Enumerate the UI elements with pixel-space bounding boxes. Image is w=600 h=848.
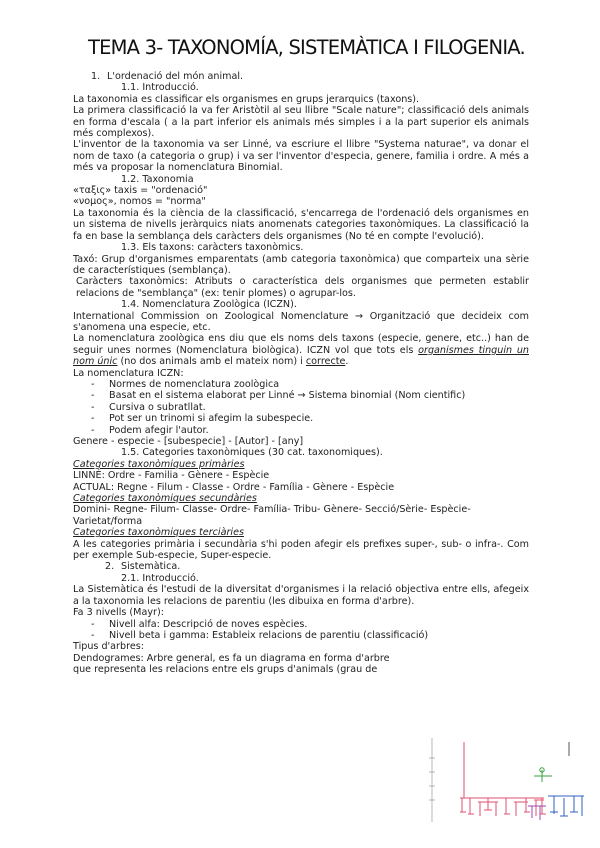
list-item: - Nivell beta i gamma: Estableix relacions de parentiu (classificació) — [73, 630, 529, 641]
page-title: TEMA 3- TAXONOMÍA, SISTEMÀTICA I FILOGENIA. — [88, 36, 525, 59]
paragraph-taxonomy-definition: La taxonomia es classificar els organismes en grups jerarquics (taxons). — [73, 93, 420, 105]
paragraph-aristotle: La primera classificació la va fer Aristòtil al seu llibre "Scale nature"; classificació dels animals en forma d'escala ( a la part inferior els animals més simples i a la part superior els animals més complexos). — [73, 105, 529, 140]
subsection-2-1-heading: 2.1. Introducció. — [121, 572, 199, 584]
subsection-1-5-heading: 1.5. Categories taxonòmiques (30 cat. taxonomiques). — [121, 447, 383, 459]
list-item: - Basat en el sistema elaborat per Linné → Sistema binomial (Nom cientific) — [73, 390, 529, 401]
dendrogram-red-clade — [460, 742, 546, 816]
arrow-icon: → — [355, 310, 364, 322]
emphasis-unique-name: organismes tinguin un nom únic — [73, 344, 529, 368]
secondary-categories-heading: Categories taxonòmiques secundàries — [73, 493, 257, 505]
dendrogram-green-clade — [534, 768, 552, 782]
subsection-1-3-heading: 1.3. Els taxons: caràcters taxonòmics. — [121, 242, 304, 254]
dendrogram-image — [424, 736, 594, 826]
paragraph-taxonomic-characters: Caràcters taxonòmics: Atributs o característica dels organismes que permeten establir relacions de "semblança" (ex: tenir plomes) o agrupar-los. — [76, 276, 529, 299]
paragraph-taxon: Taxó: Grup d'organismes emparentats (amb categoria taxonòmica) que comparteix una sèrie de característiques (semblança). — [73, 253, 529, 276]
etymology-nomos: «νομος», nomos = "norma" — [73, 196, 206, 208]
paragraph-zoological-nomenclature: La nomenclatura zoològica ens diu que els noms dels taxons (especie, genere, etc..) han de seguir unes normes (Nomenclatura biològica). ICZN vol que tots els organismes tinguin un nom únic (no dos animals amb el mateix nom) i correcte. — [73, 333, 529, 368]
primary-categories-actual: ACTUAL: Regne - Filum - Classe - Ordre - Família - Gènere - Espècie — [73, 481, 395, 493]
subsection-1-1-heading: 1.1. Introducció. — [121, 82, 199, 94]
paragraph-tree-types: Tipus d'arbres: — [73, 641, 144, 653]
emphasis-correct: correcte — [305, 356, 346, 368]
document-body — [73, 71, 529, 676]
list-item: - Pot ser un trinomi si afegim la subespecie. — [73, 413, 529, 424]
tertiary-categories-text: A les categories primària i secundària s'hi poden afegir els prefixes super-, sub- o infra-. Com per exemple Sub-especie, Super-especie. — [73, 538, 529, 562]
dendrogram-blue-clade — [548, 796, 584, 816]
dendrogram-purple-clade — [528, 806, 546, 820]
paragraph-linne: L'inventor de la taxonomia va ser Linné, va escriure el llibre "Systema naturae", va donar el nom de taxo (a categoria o grup) i va ser l'inventor d'especia, genere, familia i ordre. A més a més va proposar la nomenclatura Binomial. — [73, 139, 529, 174]
list-item: - Normes de nomenclatura zoològica — [73, 379, 529, 390]
subsection-1-2-heading: 1.2. Taxonomia — [121, 173, 194, 185]
paragraph-iczn: International Commission on Zoological Nomenclature → Organització que decideix com s'anomena una especie, etc. — [73, 310, 529, 333]
paragraph-taxonomy-science: La taxonomia és la ciència de la classificació, s'encarrega de l'ordenació dels organismes en un sistema de nivells jeràrquics niats anomenats categories taxonòmiques. La classificació la fa en base la semblança dels caràcters dels organismes (No té en compte l'evolució). — [73, 207, 529, 242]
etymology-taxis: «ταξις» taxis = "ordenació" — [73, 185, 208, 197]
primary-categories-heading: Categories taxonòmiques primàries — [73, 458, 245, 470]
section-1-heading: 1. L'ordenació del món animal. — [91, 71, 244, 82]
paragraph-iczn-list-intro: La nomenclatura ICZN: — [73, 367, 184, 379]
primary-categories-linne: LINNÉ: Ordre - Familia - Gènere - Espècie — [73, 470, 270, 482]
list-item: - Cursiva o subratllat. — [73, 402, 529, 413]
paragraph-systematics: La Sistemàtica és l'estudi de la diversitat d'organismes i la relació objectiva entre ells, afegeix a la taxonomia les relacions de parentiu (les dibuixa en forma d'arbre). — [73, 584, 529, 607]
paragraph-dendrograms-line1: Dendogrames: Arbre general, es fa un diagrama en forma d'arbre — [73, 652, 390, 664]
dendrogram-axis — [429, 738, 435, 822]
tertiary-categories-heading: Categories taxonòmiques terciàries — [73, 527, 244, 539]
nomenclature-formula: Genere - especie - [subespecie] - [Autor] - [any] — [73, 436, 304, 447]
section-2-heading: 2. Sistemàtica. — [105, 561, 181, 573]
subsection-1-4-heading: 1.4. Nomenclatura Zoològica (ICZN). — [121, 299, 297, 311]
list-item: - Podem afegir l'autor. — [73, 425, 529, 436]
paragraph-mayr-levels: Fa 3 nivells (Mayr): — [73, 607, 164, 619]
secondary-categories-list: Domini- Regne- Filum- Classe- Ordre- Família- Tribu- Gènere- Secció/Sèrie- Espècie- Varietat/forma — [73, 504, 471, 527]
list-item: - Nivell alfa: Descripció de noves espècies. — [73, 619, 529, 630]
paragraph-dendrograms-line2: que representa les relacions entre els grups d'animals (grau de — [73, 664, 378, 676]
